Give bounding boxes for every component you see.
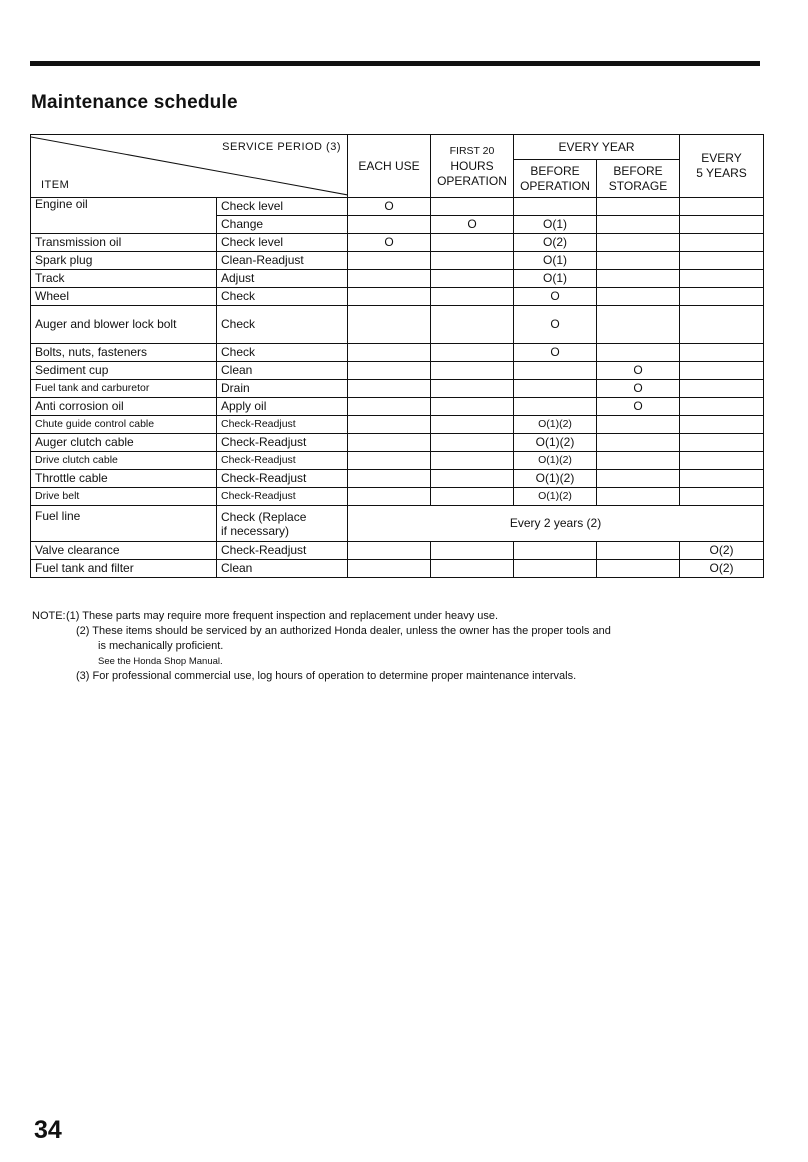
each-use-cell xyxy=(348,252,431,270)
header-before-storage: BEFORE STORAGE xyxy=(597,160,680,198)
first-20-cell xyxy=(431,560,514,578)
note-2-continued: is mechanically proficient. xyxy=(98,640,224,652)
every-5-years-cell xyxy=(680,398,764,416)
note-2-shop-manual: See the Honda Shop Manual. xyxy=(98,656,223,667)
table-row xyxy=(31,452,764,470)
before-storage-cell xyxy=(597,344,680,362)
first-20-cell xyxy=(431,416,514,434)
every-5-years-cell xyxy=(680,270,764,288)
action-cell: Check-Readjust xyxy=(217,452,348,470)
action-cell: Clean xyxy=(217,560,348,578)
before-storage-cell xyxy=(597,488,680,506)
top-rule xyxy=(30,61,760,66)
maintenance-schedule-table xyxy=(30,134,764,578)
every-5-years-cell xyxy=(680,362,764,380)
item-cell: Drive clutch cable xyxy=(31,452,217,470)
header-diagonal-cell xyxy=(31,135,348,198)
action-cell: Clean xyxy=(217,362,348,380)
table-row xyxy=(31,270,764,288)
each-use-cell xyxy=(348,398,431,416)
before-storage-cell xyxy=(597,216,680,234)
before-operation-cell: O(1)(2) xyxy=(514,488,597,506)
before-operation-cell: O(1)(2) xyxy=(514,434,597,452)
each-use-cell xyxy=(348,362,431,380)
item-cell: Chute guide control cable xyxy=(31,416,217,434)
action-cell: Check xyxy=(217,344,348,362)
every-5-years-cell xyxy=(680,306,764,344)
item-cell: Valve clearance xyxy=(31,542,217,560)
table-header xyxy=(31,135,764,198)
each-use-cell xyxy=(348,306,431,344)
action-cell: Check-Readjust xyxy=(217,470,348,488)
first-20-cell xyxy=(431,452,514,470)
before-storage-cell xyxy=(597,434,680,452)
item-cell: Spark plug xyxy=(31,252,217,270)
before-operation-cell: O(1) xyxy=(514,252,597,270)
first-20-cell xyxy=(431,288,514,306)
every-5-years-cell xyxy=(680,216,764,234)
action-cell: Check-Readjust xyxy=(217,488,348,506)
before-operation-cell: O xyxy=(514,306,597,344)
before-storage-cell: O xyxy=(597,398,680,416)
table-row xyxy=(31,398,764,416)
header-every-5-years: EVERY 5 YEARS xyxy=(680,135,764,198)
each-use-cell xyxy=(348,216,431,234)
every-5-years-cell xyxy=(680,198,764,216)
every-5-years-cell xyxy=(680,380,764,398)
first-20-cell xyxy=(431,488,514,506)
each-use-cell xyxy=(348,452,431,470)
page-number: 34 xyxy=(34,1116,62,1144)
action-cell: Check-Readjust xyxy=(217,434,348,452)
action-cell: Drain xyxy=(217,380,348,398)
item-cell: Engine oil xyxy=(31,198,217,234)
header-first-20-hours: FIRST 20 HOURS OPERATION xyxy=(431,135,514,198)
table-row-fuel-line xyxy=(31,506,764,542)
before-storage-cell xyxy=(597,542,680,560)
every-2-years-cell: Every 2 years (2) xyxy=(348,506,764,542)
action-cell: Check xyxy=(217,306,348,344)
action-cell: Check (Replace if necessary) xyxy=(217,506,348,542)
action-cell: Check-Readjust xyxy=(217,416,348,434)
table-row xyxy=(31,306,764,344)
before-operation-cell xyxy=(514,362,597,380)
table-row xyxy=(31,288,764,306)
every-5-years-cell xyxy=(680,488,764,506)
header-every-year: EVERY YEAR xyxy=(514,135,680,160)
before-storage-cell xyxy=(597,560,680,578)
item-cell: Auger clutch cable xyxy=(31,434,217,452)
each-use-cell xyxy=(348,288,431,306)
before-storage-cell xyxy=(597,288,680,306)
table-row xyxy=(31,542,764,560)
every-5-years-cell xyxy=(680,470,764,488)
each-use-cell xyxy=(348,270,431,288)
table-row xyxy=(31,234,764,252)
before-operation-cell: O xyxy=(514,344,597,362)
first-20-cell xyxy=(431,270,514,288)
item-cell: Throttle cable xyxy=(31,470,217,488)
each-use-cell xyxy=(348,470,431,488)
first-20-cell xyxy=(431,306,514,344)
each-use-cell xyxy=(348,380,431,398)
every-5-years-cell xyxy=(680,234,764,252)
header-before-operation: BEFORE OPERATION xyxy=(514,160,597,198)
each-use-cell: O xyxy=(348,234,431,252)
each-use-cell: O xyxy=(348,198,431,216)
before-storage-cell: O xyxy=(597,362,680,380)
page-title: Maintenance schedule xyxy=(31,92,238,113)
table-row xyxy=(31,198,764,216)
item-cell: Transmission oil xyxy=(31,234,217,252)
first-20-cell xyxy=(431,362,514,380)
every-5-years-cell xyxy=(680,252,764,270)
table-row xyxy=(31,434,764,452)
item-cell: Bolts, nuts, fasteners xyxy=(31,344,217,362)
table-row xyxy=(31,344,764,362)
item-cell: Fuel tank and filter xyxy=(31,560,217,578)
table-row xyxy=(31,252,764,270)
first-20-cell xyxy=(431,380,514,398)
table-row xyxy=(31,362,764,380)
first-20-cell: O xyxy=(431,216,514,234)
table-row xyxy=(31,488,764,506)
table-row xyxy=(31,380,764,398)
header-item: ITEM xyxy=(41,179,70,191)
action-cell: Check level xyxy=(217,198,348,216)
each-use-cell xyxy=(348,488,431,506)
action-cell: Clean-Readjust xyxy=(217,252,348,270)
before-storage-cell: O xyxy=(597,380,680,398)
item-cell: Anti corrosion oil xyxy=(31,398,217,416)
before-operation-cell: O(1)(2) xyxy=(514,452,597,470)
first-20-cell xyxy=(431,344,514,362)
item-cell: Sediment cup xyxy=(31,362,217,380)
note-lead: NOTE: xyxy=(32,610,66,622)
before-operation-cell xyxy=(514,380,597,398)
table-row xyxy=(31,470,764,488)
every-5-years-cell xyxy=(680,288,764,306)
each-use-cell xyxy=(348,434,431,452)
first-20-cell xyxy=(431,234,514,252)
before-operation-cell: O(2) xyxy=(514,234,597,252)
before-storage-cell xyxy=(597,452,680,470)
action-cell: Check-Readjust xyxy=(217,542,348,560)
first-20-cell xyxy=(431,542,514,560)
every-5-years-cell xyxy=(680,434,764,452)
before-operation-cell xyxy=(514,198,597,216)
first-20-cell xyxy=(431,434,514,452)
before-storage-cell xyxy=(597,198,680,216)
item-cell: Fuel line xyxy=(31,506,217,542)
action-cell: Adjust xyxy=(217,270,348,288)
before-operation-cell xyxy=(514,542,597,560)
each-use-cell xyxy=(348,416,431,434)
note-1: NOTE: (1) These parts may require more frequent inspection and replacement under heavy use. xyxy=(32,610,499,622)
every-5-years-cell xyxy=(680,452,764,470)
item-cell: Auger and blower lock bolt xyxy=(31,306,217,344)
action-cell: Check xyxy=(217,288,348,306)
before-operation-cell xyxy=(514,398,597,416)
every-5-years-cell: O(2) xyxy=(680,542,764,560)
every-5-years-cell xyxy=(680,344,764,362)
before-operation-cell: O(1)(2) xyxy=(514,470,597,488)
item-cell: Track xyxy=(31,270,217,288)
item-cell: Drive belt xyxy=(31,488,217,506)
before-storage-cell xyxy=(597,270,680,288)
item-cell: Wheel xyxy=(31,288,217,306)
first-20-cell xyxy=(431,398,514,416)
action-cell: Apply oil xyxy=(217,398,348,416)
table-row xyxy=(31,416,764,434)
header-each-use: EACH USE xyxy=(348,135,431,198)
each-use-cell xyxy=(348,560,431,578)
notes-section xyxy=(32,609,772,684)
before-operation-cell: O xyxy=(514,288,597,306)
before-storage-cell xyxy=(597,306,680,344)
before-storage-cell xyxy=(597,234,680,252)
table-row xyxy=(31,560,764,578)
table-body xyxy=(31,198,764,578)
item-cell: Fuel tank and carburetor xyxy=(31,380,217,398)
action-cell: Check level xyxy=(217,234,348,252)
before-operation-cell: O(1)(2) xyxy=(514,416,597,434)
action-cell: Change xyxy=(217,216,348,234)
each-use-cell xyxy=(348,344,431,362)
every-5-years-cell xyxy=(680,416,764,434)
first-20-cell xyxy=(431,470,514,488)
each-use-cell xyxy=(348,542,431,560)
before-storage-cell xyxy=(597,416,680,434)
before-storage-cell xyxy=(597,470,680,488)
before-operation-cell: O(1) xyxy=(514,216,597,234)
before-operation-cell: O(1) xyxy=(514,270,597,288)
before-storage-cell xyxy=(597,252,680,270)
every-5-years-cell: O(2) xyxy=(680,560,764,578)
before-operation-cell xyxy=(514,560,597,578)
note-3: (3) For professional commercial use, log hours of operation to determine proper maintenance intervals. xyxy=(76,670,577,682)
header-service-period: SERVICE PERIOD (3) xyxy=(222,141,341,153)
first-20-cell xyxy=(431,198,514,216)
note-2: (2) These items should be serviced by an authorized Honda dealer, unless the owner has the proper tools and xyxy=(76,625,611,637)
first-20-cell xyxy=(431,252,514,270)
